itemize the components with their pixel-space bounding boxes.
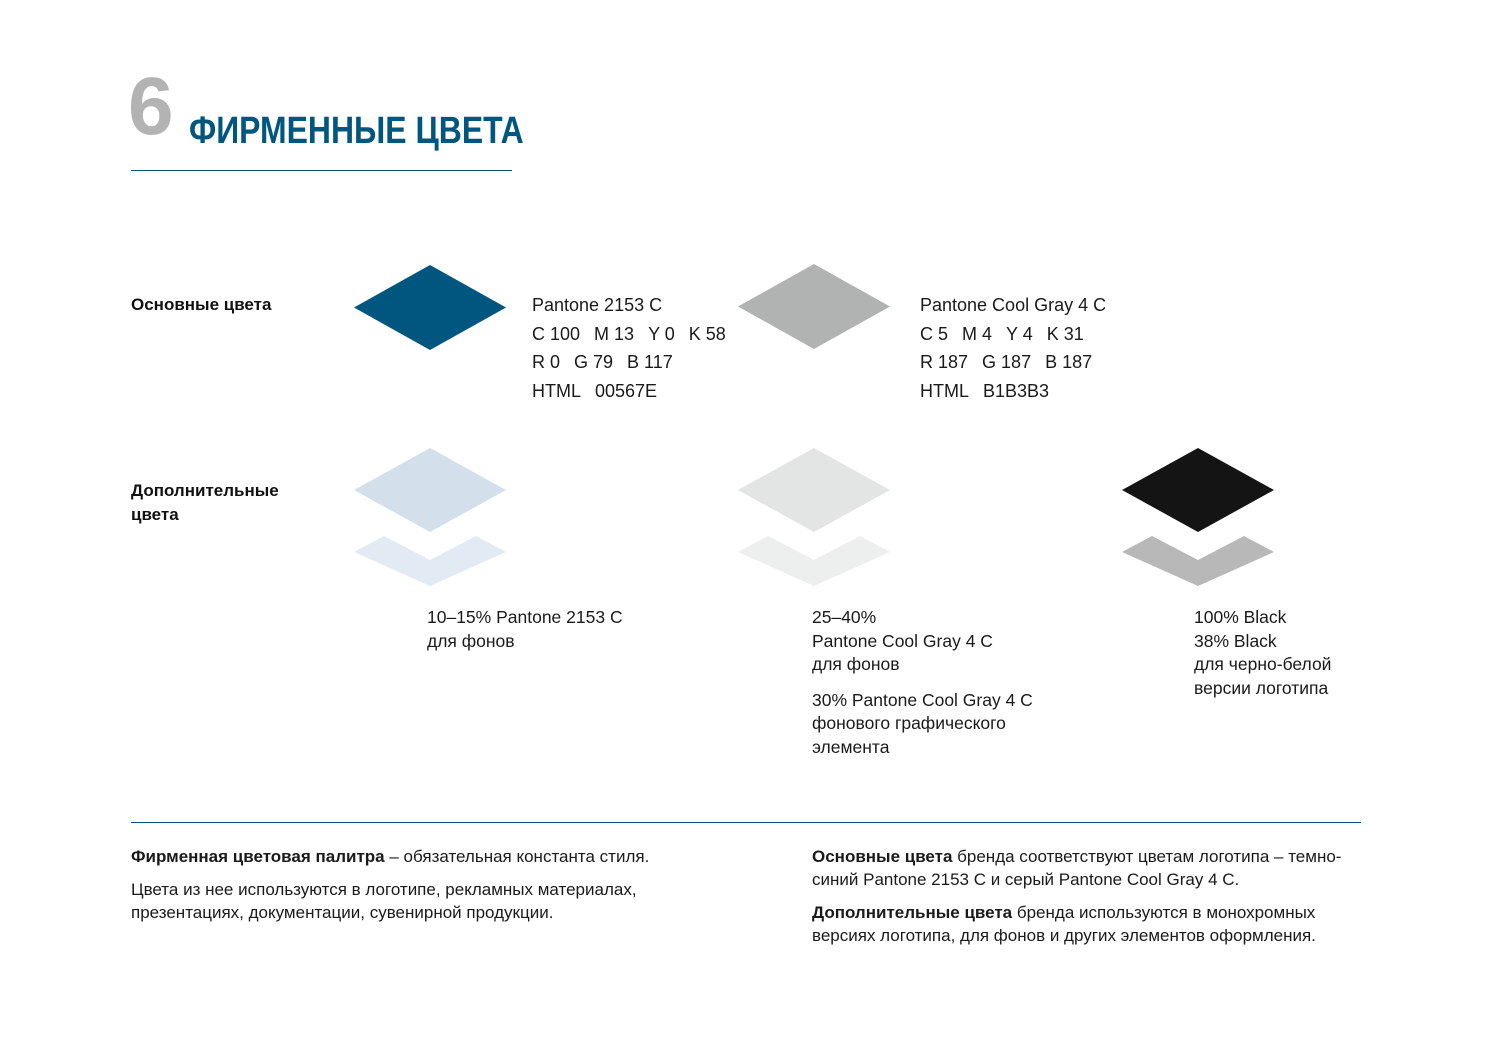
swatch-black-100 — [1122, 448, 1274, 532]
footer-right-bold-1: Основные цвета — [812, 847, 953, 866]
spec-html — [532, 377, 726, 406]
caption-blue-tints — [427, 606, 623, 653]
swatch-blue-tint-light — [354, 536, 506, 586]
caption-line: фонового графического — [812, 713, 1006, 733]
swatch-gray-tint-strong — [738, 448, 890, 532]
spec-g: G 187 — [982, 352, 1032, 372]
caption-line: 100% Black — [1194, 607, 1287, 627]
footer-right-paragraph-1 — [812, 845, 1352, 891]
footer-left-bold: Фирменная цветовая палитра — [131, 847, 385, 866]
secondary-colors-label: Дополнительные цвета — [131, 481, 279, 524]
swatch-black — [1122, 448, 1274, 586]
primary-colors-label: Основные цвета — [131, 295, 272, 314]
footer-left-paragraph-2: Цвета из нее используются в логотипе, рекламных материалах, презентациях, документации, сувенирной продукции. — [131, 880, 637, 922]
spec-k: K 58 — [688, 323, 726, 344]
spec-y: Y 0 — [648, 323, 675, 344]
swatch-pantone-2153 — [354, 265, 506, 350]
spec-name: Pantone Cool Gray 4 C — [920, 295, 1107, 315]
footer-right-text — [812, 845, 1352, 957]
footer-right-rest-2: бренда используются в монохромных версиях логотипа, для фонов и других элементов оформления. — [812, 903, 1316, 945]
spec-b: B 117 — [627, 352, 673, 372]
footer-left-paragraph-1 — [131, 845, 691, 868]
page-title: ФИРМЕННЫЕ ЦВЕТА — [189, 110, 524, 152]
spec-k: K 31 — [1046, 323, 1084, 344]
spec-r: R 0 — [532, 352, 561, 372]
caption-line: для фонов — [812, 654, 900, 674]
spec-rgb — [532, 348, 726, 377]
spec-g: G 79 — [574, 352, 614, 372]
caption-line: 38% Black — [1194, 630, 1277, 651]
footer-left-text — [131, 845, 691, 934]
spec-cool-gray-4 — [920, 291, 1106, 405]
swatch-cool-gray-4-shape — [738, 264, 890, 349]
caption-black — [1194, 606, 1331, 700]
swatch-cool-gray-4 — [738, 264, 890, 349]
spec-m: M 13 — [594, 323, 635, 344]
spec-y: Y 4 — [1006, 323, 1033, 344]
caption-line: Pantone Cool Gray 4 C — [812, 630, 993, 651]
swatch-gray-tint-light — [738, 536, 890, 586]
footer-divider — [131, 822, 1361, 823]
caption-line: для черно-белой — [1194, 654, 1332, 674]
swatch-gray-tints — [738, 448, 890, 586]
caption-line: версии логотипа — [1194, 677, 1329, 698]
spec-m: M 4 — [962, 323, 993, 344]
swatch-blue-tints — [354, 448, 506, 586]
spec-html-label: HTML — [532, 380, 581, 401]
swatch-pantone-2153-shape — [354, 265, 506, 350]
section-number: 6 — [128, 61, 172, 152]
footer-right-rest-1: бренда соответствуют цветам логотипа – темно-синий Pantone 2153 C и серый Pantone Cool Gray 4 C. — [812, 847, 1342, 889]
caption-gray-tints — [812, 606, 1033, 759]
spec-html-value: 00567E — [595, 380, 658, 401]
spec-b: B 187 — [1045, 352, 1093, 372]
footer-right-paragraph-2 — [812, 901, 1352, 947]
spec-r: R 187 — [920, 352, 969, 372]
spec-html — [920, 377, 1106, 406]
footer-left-rest: – обязательная константа стиля. — [384, 847, 650, 866]
title-divider — [131, 170, 512, 171]
caption-line: для фонов — [427, 630, 515, 651]
spec-pantone-2153 — [532, 291, 726, 405]
spec-name: Pantone 2153 C — [532, 295, 663, 315]
caption-line: элемента — [812, 736, 890, 757]
spec-c: C 100 — [532, 323, 581, 344]
spec-html-label: HTML — [920, 380, 969, 401]
swatch-blue-tint-strong — [354, 448, 506, 532]
swatch-black-38 — [1122, 536, 1274, 586]
caption-line: 25–40% — [812, 607, 877, 627]
spec-c: C 5 — [920, 323, 949, 344]
footer-right-bold-2: Дополнительные цвета — [812, 903, 1013, 922]
caption-line: 10–15% Pantone 2153 C — [427, 607, 623, 627]
caption-line: 30% Pantone Cool Gray 4 C — [812, 689, 1033, 710]
spec-cmyk — [920, 320, 1106, 349]
spec-html-value: B1B3B3 — [983, 380, 1050, 401]
spec-cmyk — [532, 320, 726, 349]
spec-rgb — [920, 348, 1106, 377]
